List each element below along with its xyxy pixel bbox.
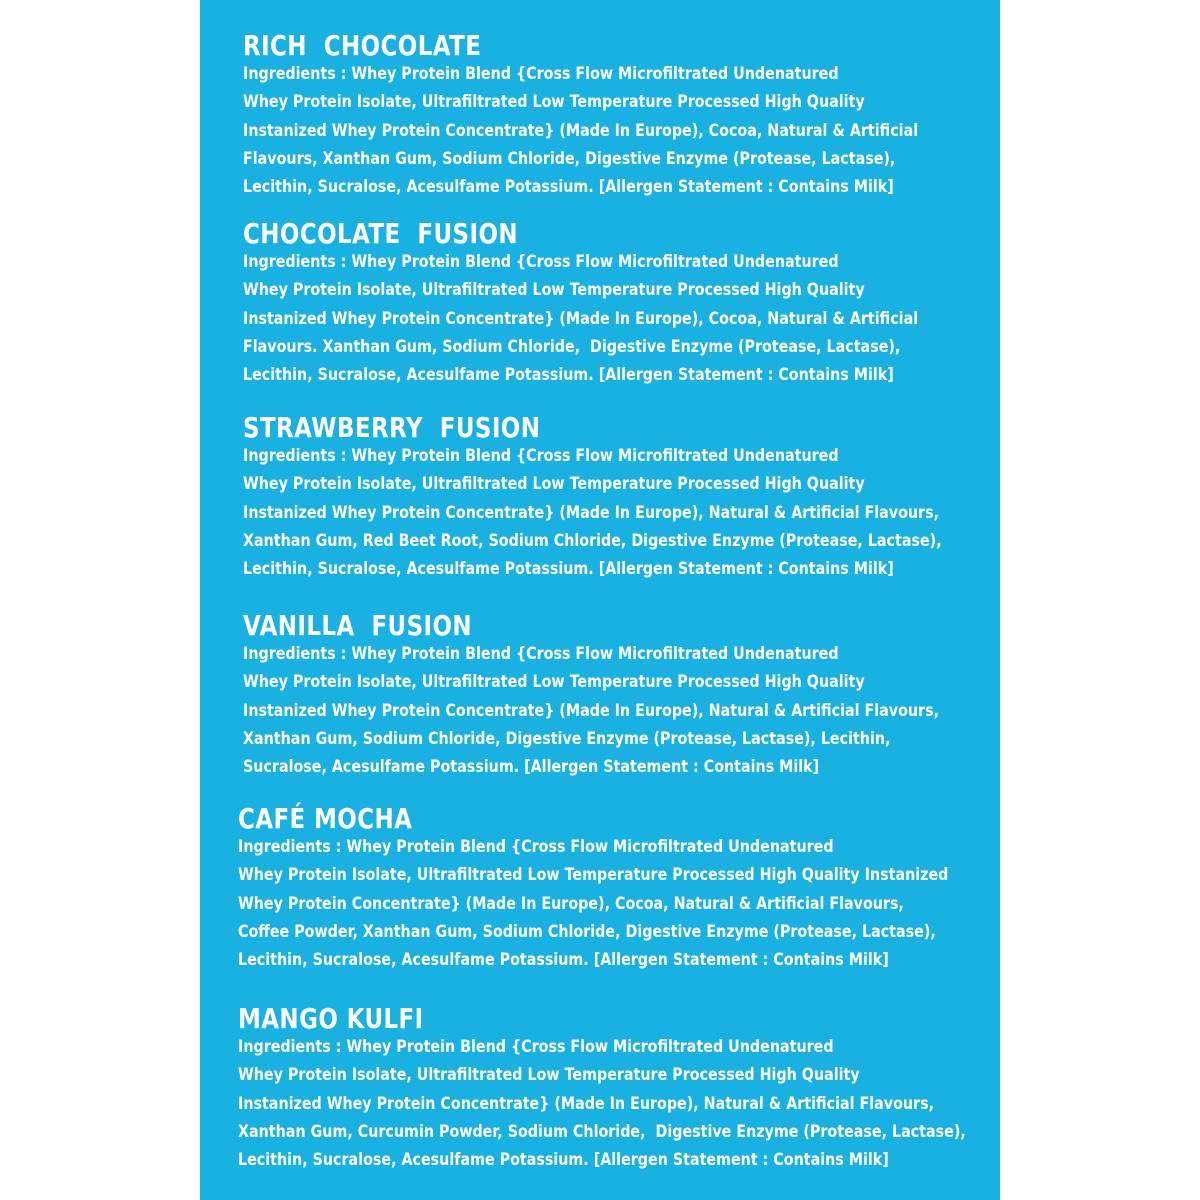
ingredient-line: Instanized Whey Protein Concentrate} (Made In Europe), Cocoa, Natural & Artificial	[243, 120, 919, 141]
ingredient-line: Whey Protein Concentrate} (Made In Europe), Cocoa, Natural & Artificial Flavours,	[238, 893, 904, 914]
ingredient-line: Lecithin, Sucralose, Acesulfame Potassium. [Allergen Statement : Contains Milk]	[238, 1150, 889, 1171]
ingredient-line: Ingredients : Whey Protein Blend {Cross Flow Microfiltrated Undenatured	[238, 1037, 834, 1057]
flavor-title: RICH CHOCOLATE	[243, 29, 482, 62]
ingredient-line: Whey Protein Isolate, Ultrafiltrated Low Temperature Processed High Quality	[243, 92, 865, 113]
ingredient-line: Ingredients : Whey Protein Blend {Cross Flow Microfiltrated Undenatured	[243, 644, 839, 664]
flavor-title: MANGO KULFI	[238, 1002, 424, 1035]
ingredient-line: Instanized Whey Protein Concentrate} (Made In Europe), Cocoa, Natural & Artificial	[243, 308, 919, 329]
ingredient-list	[243, 60, 1047, 201]
ingredient-line: Xanthan Gum, Sodium Chloride, Digestive Enzyme (Protease, Lactase), Lecithin,	[243, 728, 891, 749]
ingredient-line: Whey Protein Isolate, Ultrafiltrated Low Temperature Processed High Quality	[238, 1065, 860, 1086]
ingredient-line: Lecithin, Sucralose, Acesulfame Potassium. [Allergen Statement : Contains Milk]	[238, 950, 889, 971]
ingredient-line: Instanized Whey Protein Concentrate} (Made In Europe), Natural & Artificial Flavours,	[243, 700, 940, 721]
ingredient-line: Instanized Whey Protein Concentrate} (Made In Europe), Natural & Artificial Flavours,	[243, 502, 940, 523]
ingredient-line: Xanthan Gum, Red Beet Root, Sodium Chloride, Digestive Enzyme (Protease, Lactase),	[243, 530, 942, 551]
ingredient-line: Whey Protein Isolate, Ultrafiltrated Low Temperature Processed High Quality	[243, 474, 865, 495]
flavor-title: CHOCOLATE FUSION	[243, 217, 519, 250]
ingredient-line: Ingredients : Whey Protein Blend {Cross Flow Microfiltrated Undenatured	[238, 837, 834, 857]
ingredient-line: Instanized Whey Protein Concentrate} (Made In Europe), Natural & Artificial Flavours,	[238, 1093, 935, 1114]
ingredient-line: Whey Protein Isolate, Ultrafiltrated Low Temperature Processed High Quality	[243, 672, 865, 693]
flavor-title: VANILLA FUSION	[243, 609, 473, 642]
flavor-title: STRAWBERRY FUSION	[243, 411, 541, 444]
ingredient-list	[243, 442, 1075, 583]
ingredient-line: Xanthan Gum, Curcumin Powder, Sodium Chloride, Digestive Enzyme (Protease, Lactase),	[238, 1121, 966, 1142]
ingredient-line: Ingredients : Whey Protein Blend {Cross Flow Microfiltrated Undenatured	[243, 64, 839, 84]
ingredient-list	[238, 833, 1084, 974]
ingredient-line: Flavours, Xanthan Gum, Sodium Chloride, Digestive Enzyme (Protease, Lactase),	[243, 148, 896, 169]
ingredient-line: Lecithin, Sucralose, Acesulfame Potassium. [Allergen Statement : Contains Milk]	[243, 365, 894, 386]
ingredient-line: Lecithin, Sucralose, Acesulfame Potassium. [Allergen Statement : Contains Milk]	[243, 177, 894, 198]
ingredient-list	[243, 640, 1072, 781]
ingredient-line: Whey Protein Isolate, Ultrafiltrated Low Temperature Processed High Quality Instanized	[238, 865, 949, 886]
ingredients-panel	[200, 0, 1000, 1200]
ingredient-line: Flavours. Xanthan Gum, Sodium Chloride, Digestive Enzyme (Protease, Lactase),	[243, 336, 901, 357]
ingredient-line: Coffee Powder, Xanthan Gum, Sodium Chloride, Digestive Enzyme (Protease, Lactase),	[238, 921, 936, 942]
ingredient-list	[238, 1033, 1104, 1174]
ingredient-line: Lecithin, Sucralose, Acesulfame Potassium. [Allergen Statement : Contains Milk]	[243, 559, 894, 580]
ingredient-line: Whey Protein Isolate, Ultrafiltrated Low Temperature Processed High Quality	[243, 280, 865, 301]
ingredient-line: Ingredients : Whey Protein Blend {Cross Flow Microfiltrated Undenatured	[243, 252, 839, 272]
ingredient-line: Sucralose, Acesulfame Potassium. [Allergen Statement : Contains Milk]	[243, 757, 820, 778]
flavor-title: CAFÉ MOCHA	[238, 802, 413, 835]
ingredient-list	[243, 248, 1047, 389]
ingredient-line: Ingredients : Whey Protein Blend {Cross Flow Microfiltrated Undenatured	[243, 446, 839, 466]
